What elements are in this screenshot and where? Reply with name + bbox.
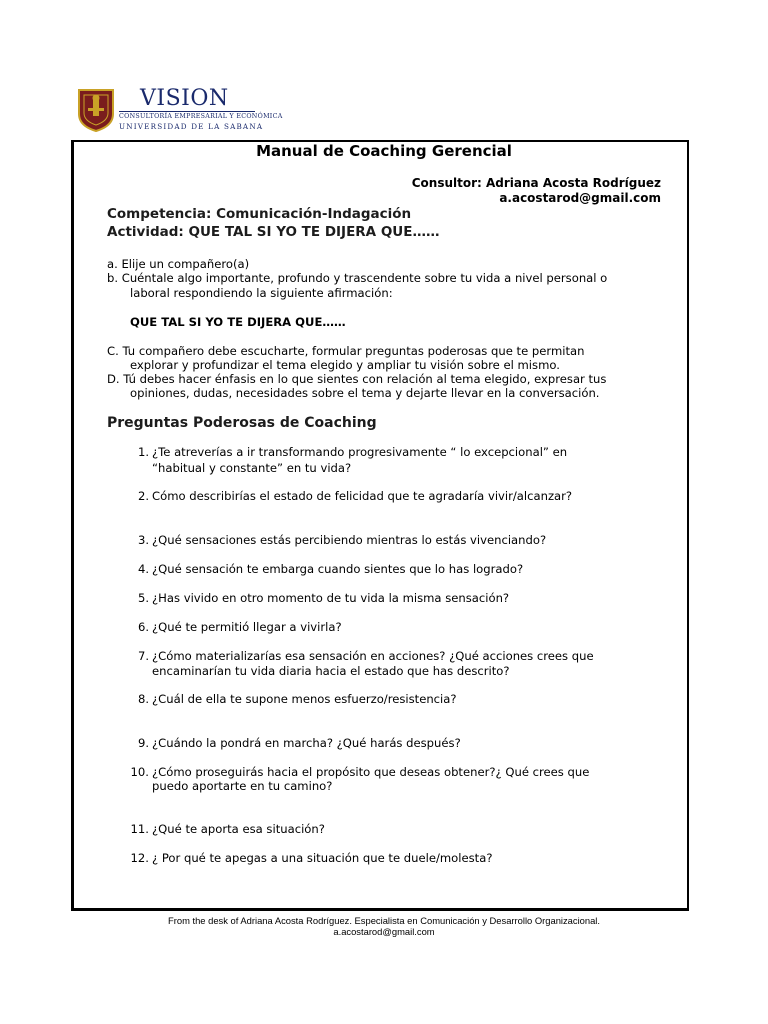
university-crest-icon <box>77 88 115 132</box>
footer-credit: From the desk of Adriana Acosta Rodríguez. Especialista en Comunicación y Desarrollo Organizacional. <box>168 915 600 926</box>
question-number: 9. <box>137 736 149 750</box>
question-text: ¿Te atreverías a ir transformando progresivamente “ lo excepcional” en <box>152 445 568 459</box>
brand-tagline: CONSULTORÍA EMPRESARIAL Y ECONÓMICA <box>119 113 283 120</box>
question-text: ¿Qué sensación te embarga cuando sientes que lo has logrado? <box>152 562 524 576</box>
question-number: 10. <box>130 765 149 779</box>
question-text: Cómo describirías el estado de felicidad que te agradaría vivir/alcanzar? <box>152 489 573 503</box>
question-text: ¿Qué te aporta esa situación? <box>152 822 325 836</box>
question-text-cont: puedo aportarte en tu camino? <box>152 779 333 793</box>
step-a: a. Elije un compañero(a) <box>107 257 250 271</box>
competencia-heading: Competencia: Comunicación-Indagación <box>107 206 412 222</box>
question-text: ¿Cuál de ella te supone menos esfuerzo/resistencia? <box>152 692 457 706</box>
footer-email: a.acostarod@gmail.com <box>333 926 435 937</box>
question-number: 12. <box>130 851 149 865</box>
step-b-line2: laboral respondiendo la siguiente afirmación: <box>130 286 393 300</box>
question-number: 8. <box>137 692 149 706</box>
brand-divider <box>119 111 255 112</box>
brand-name: VISION <box>140 86 229 111</box>
question-text: ¿Has vivido en otro momento de tu vida la misma sensación? <box>152 591 510 605</box>
question-text: ¿Qué sensaciones estás percibiendo mientras lo estás vivenciando? <box>152 533 547 547</box>
question-number: 6. <box>137 620 149 634</box>
question-text: ¿Qué te permitió llegar a vivirla? <box>152 620 342 634</box>
consultant-email: a.acostarod@gmail.com <box>499 191 661 205</box>
step-c-line1: C. Tu compañero debe escucharte, formular preguntas poderosas que te permitan <box>107 344 585 358</box>
question-text-cont: “habitual y constante” en tu vida? <box>152 461 352 475</box>
step-b-line1: b. Cuéntale algo importante, profundo y trascendente sobre tu vida a nivel personal o <box>107 271 608 285</box>
university-name: UNIVERSIDAD DE LA SABANA <box>119 122 264 131</box>
page-frame <box>71 140 689 911</box>
question-number: 5. <box>137 591 149 605</box>
actividad-heading: Actividad: QUE TAL SI YO TE DIJERA QUE…… <box>107 224 440 240</box>
document-title: Manual de Coaching Gerencial <box>256 142 512 160</box>
consultant-name: Consultor: Adriana Acosta Rodríguez <box>411 176 661 190</box>
question-number: 2. <box>137 489 149 503</box>
questions-heading: Preguntas Poderosas de Coaching <box>107 415 377 431</box>
question-text-cont: encaminarían tu vida diaria hacia el estado que has descrito? <box>152 664 510 678</box>
vision-logo <box>77 86 283 134</box>
question-text: ¿Cuándo la pondrá en marcha? ¿Qué harás después? <box>152 736 461 750</box>
step-d-line1: D. Tú debes hacer énfasis en lo que sientes con relación al tema elegido, expresar tus <box>107 372 607 386</box>
question-number: 7. <box>137 649 149 663</box>
question-text: ¿ Por qué te apegas a una situación que te duele/molesta? <box>152 851 493 865</box>
question-number: 3. <box>137 533 149 547</box>
question-number: 1. <box>137 445 149 459</box>
step-d-line2: opiniones, dudas, necesidades sobre el tema y dejarte llevar en la conversación. <box>130 386 600 400</box>
question-number: 11. <box>130 822 149 836</box>
step-c-line2: explorar y profundizar el tema elegido y ampliar tu visión sobre el mismo. <box>130 358 560 372</box>
question-text: ¿Cómo materializarías esa sensación en acciones? ¿Qué acciones crees que <box>152 649 594 663</box>
key-phrase: QUE TAL SI YO TE DIJERA QUE…… <box>130 315 346 329</box>
question-text: ¿Cómo proseguirás hacia el propósito que deseas obtener?¿ Qué crees que <box>152 765 590 779</box>
question-number: 4. <box>137 562 149 576</box>
